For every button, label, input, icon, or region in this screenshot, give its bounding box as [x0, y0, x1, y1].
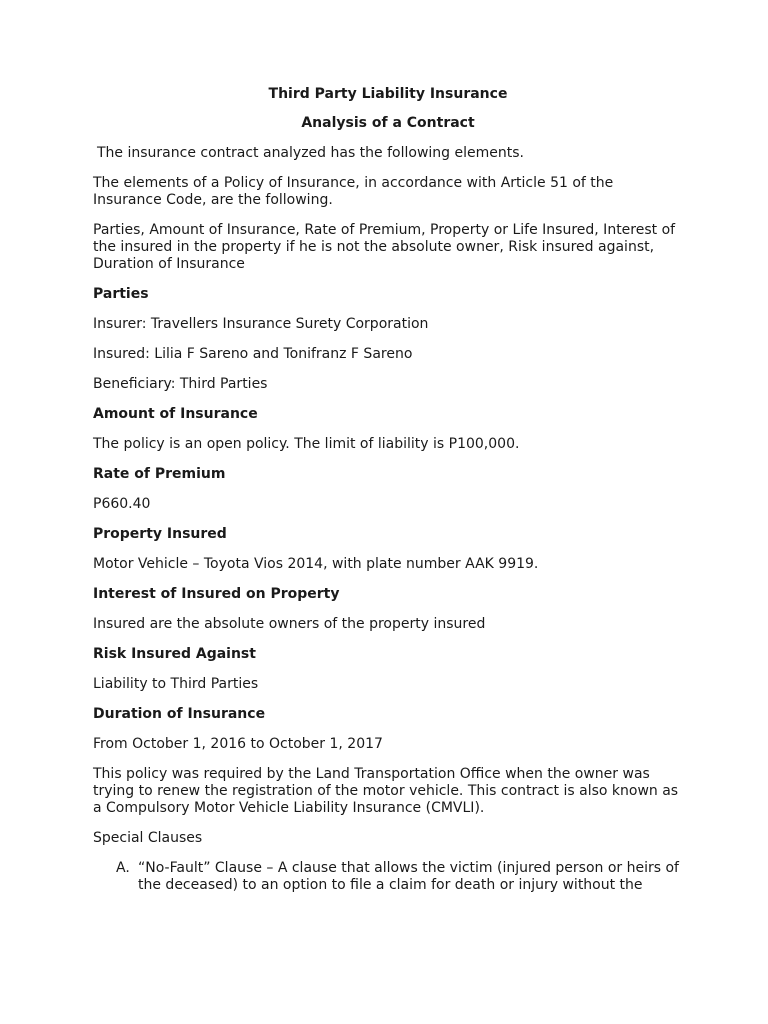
elements-paragraph: The elements of a Policy of Insurance, in accordance with Article 51 of the Insurance Code, are the following.: [93, 175, 614, 208]
lto-note-paragraph: This policy was required by the Land Transportation Office when the owner was trying to renew the registration of the motor vehicle. This contract is also known as a Compulsory Motor Vehicle Liability Insurance (CMVLI).: [93, 766, 679, 816]
premium-text: P660.40: [93, 496, 151, 512]
list-item: [93, 860, 683, 894]
interest-heading: Interest of Insured on Property: [93, 586, 340, 602]
risk-text: Liability to Third Parties: [93, 676, 259, 692]
document-title: Third Party Liability Insurance: [268, 86, 508, 102]
document-body: [93, 86, 683, 894]
amount-text: The policy is an open policy. The limit of liability is P100,000.: [93, 436, 520, 452]
property-text: Motor Vehicle – Toyota Vios 2014, with plate number AAK 9919.: [93, 556, 539, 572]
special-clauses-list: [93, 860, 683, 894]
beneficiary-line: Beneficiary: Third Parties: [93, 376, 268, 392]
property-heading: Property Insured: [93, 526, 227, 542]
premium-heading: Rate of Premium: [93, 466, 226, 482]
elements-list-paragraph: Parties, Amount of Insurance, Rate of Premium, Property or Life Insured, Interest of the insured in the property if he is not the absolute owner, Risk insured against, Duration of Insurance: [93, 222, 676, 272]
amount-heading: Amount of Insurance: [93, 406, 258, 422]
interest-text: Insured are the absolute owners of the property insured: [93, 616, 486, 632]
duration-text: From October 1, 2016 to October 1, 2017: [93, 736, 383, 752]
parties-heading: Parties: [93, 286, 149, 302]
list-item-text: “No-Fault” Clause – A clause that allows the victim (injured person or heirs of the deceased) to an option to file a claim for death or injury without the: [138, 860, 679, 893]
special-clauses-heading: Special Clauses: [93, 830, 203, 846]
duration-heading: Duration of Insurance: [93, 706, 266, 722]
document-subtitle: Analysis of a Contract: [301, 115, 475, 131]
insured-line: Insured: Lilia F Sareno and Tonifranz F Sareno: [93, 346, 413, 362]
insurer-line: Insurer: Travellers Insurance Surety Corporation: [93, 316, 429, 332]
list-marker: A.: [116, 860, 130, 876]
intro-paragraph: The insurance contract analyzed has the following elements.: [97, 145, 524, 161]
risk-heading: Risk Insured Against: [93, 646, 256, 662]
